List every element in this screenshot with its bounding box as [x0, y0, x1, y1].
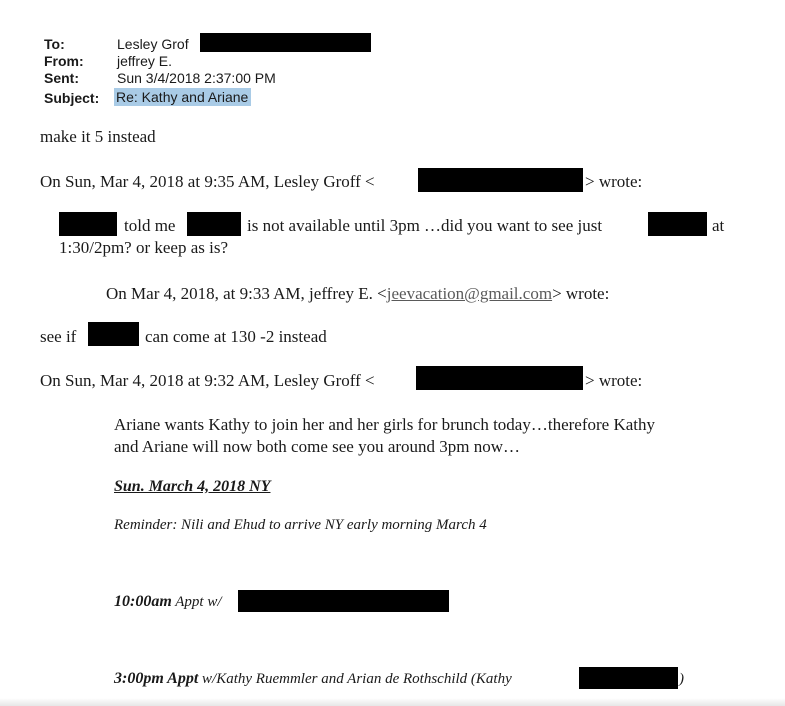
quote2-intro-b: > wrote: [552, 284, 610, 303]
quote1-text-b: is not available until 3pm …did you want to see just [247, 216, 603, 235]
quote1-intro-a: On Sun, Mar 4, 2018 at 9:35 AM, Lesley Groff < [40, 172, 375, 191]
quote1-text-c: at [712, 216, 725, 235]
to-value: Lesley Grof [117, 36, 189, 52]
quote3-intro-b: > wrote: [585, 371, 643, 390]
quote1-text-d: 1:30/2pm? or keep as is? [59, 238, 229, 257]
redaction-box [418, 168, 583, 192]
quote3-intro-a: On Sun, Mar 4, 2018 at 9:32 AM, Lesley Groff < [40, 371, 375, 390]
from-label: From: [44, 53, 84, 69]
quote1-text-a: told me [124, 216, 176, 235]
quote1-intro-b: > wrote: [585, 172, 643, 191]
schedule-date: Sun. March 4, 2018 NY [114, 478, 271, 495]
appt1-line [114, 592, 222, 612]
redaction-box [88, 322, 139, 346]
quote2-text-a: see if [40, 327, 77, 346]
redaction-box [59, 212, 117, 236]
reply-text: make it 5 instead [40, 127, 156, 146]
redaction-box [238, 590, 449, 612]
redaction-box [187, 212, 241, 236]
subject-label: Subject: [44, 90, 100, 106]
subject-value-wrap [114, 89, 251, 106]
appt1-time: 10:00am [114, 593, 172, 610]
quote3-para-line2: and Ariane will now both come see you around 3pm now… [114, 437, 521, 456]
quote2-text-b: can come at 130 -2 instead [145, 327, 327, 346]
sent-label: Sent: [44, 70, 79, 86]
page-edge [0, 698, 785, 706]
sent-value: Sun 3/4/2018 2:37:00 PM [117, 70, 276, 86]
appt1-text: Appt w/ [171, 594, 222, 610]
schedule-reminder: Reminder: Nili and Ehud to arrive NY early morning March 4 [114, 517, 487, 533]
redaction-box [648, 212, 707, 236]
from-value: jeffrey E. [117, 53, 172, 69]
appt2-line [114, 669, 512, 689]
subject-value: Re: Kathy and Ariane [114, 88, 251, 106]
to-label: To: [44, 36, 65, 52]
redaction-box [416, 366, 583, 390]
appt2-text: w/Kathy Ruemmler and Arian de Rothschild (Kathy [198, 671, 512, 687]
appt2-close: ) [679, 671, 684, 687]
quote2-intro [106, 283, 609, 305]
redaction-box [200, 33, 371, 52]
email-link[interactable]: jeevacation@gmail.com [386, 284, 553, 303]
quote2-intro-a: On Mar 4, 2018, at 9:33 AM, jeffrey E. < [106, 284, 387, 303]
appt2-time: 3:00pm Appt [114, 670, 199, 687]
quote3-para-line1: Ariane wants Kathy to join her and her girls for brunch today…therefore Kathy [114, 415, 655, 434]
redaction-box [579, 667, 678, 689]
